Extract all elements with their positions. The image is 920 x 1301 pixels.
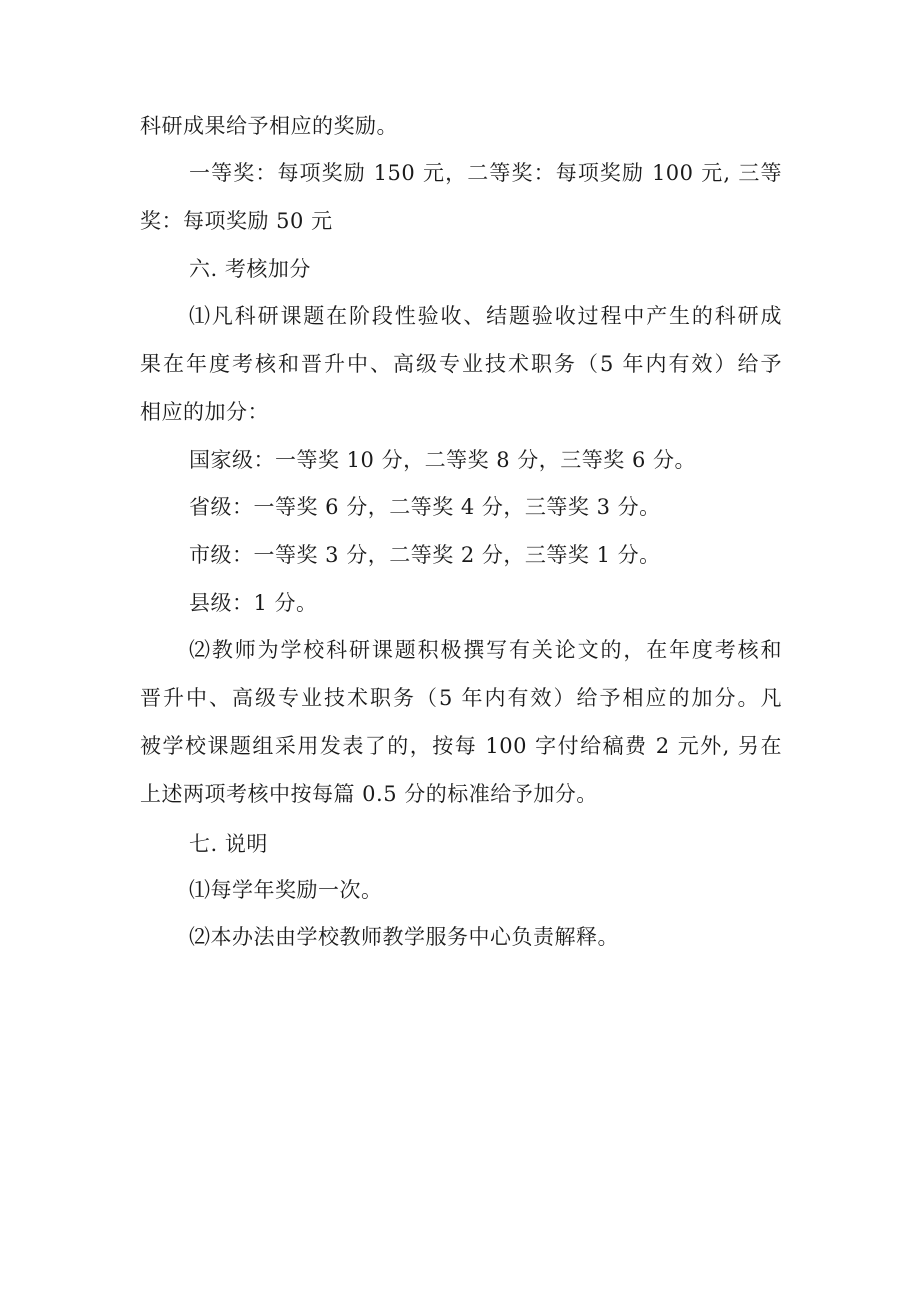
paragraph-line: 晋升中、高级专业技术职务（5 年内有效）给予相应的加分。凡 bbox=[140, 686, 782, 710]
paragraph-line: 果在年度考核和晋升中、高级专业技术职务（5 年内有效）给予 bbox=[140, 352, 782, 376]
list-item: 市级：一等奖 3 分，二等奖 2 分，三等奖 1 分。 bbox=[189, 543, 661, 567]
list-item: 国家级：一等奖 10 分，二等奖 8 分，三等奖 6 分。 bbox=[189, 448, 696, 472]
list-item: ⑵本办法由学校教师教学服务中心负责解释。 bbox=[189, 925, 619, 949]
paragraph-line: 科研成果给予相应的奖励。 bbox=[140, 114, 398, 138]
paragraph-line: ⑴凡科研课题在阶段性验收、结题验收过程中产生的科研成 bbox=[189, 304, 782, 328]
list-item: ⑴每学年奖励一次。 bbox=[189, 878, 383, 902]
paragraph-line: 一等奖：每项奖励 150 元，二等奖：每项奖励 100 元, 三等 bbox=[189, 161, 782, 185]
paragraph-line: 奖：每项奖励 50 元 bbox=[140, 209, 333, 233]
paragraph-line: 相应的加分： bbox=[140, 400, 269, 424]
section-heading: 六. 考核加分 bbox=[189, 257, 311, 281]
paragraph-line: 被学校课题组采用发表了的，按每 100 字付给稿费 2 元外, 另在 bbox=[140, 734, 782, 758]
paragraph-line: 上述两项考核中按每篇 0.5 分的标准给予加分。 bbox=[140, 782, 598, 806]
paragraph-line: ⑵教师为学校科研课题积极撰写有关论文的，在年度考核和 bbox=[189, 638, 782, 662]
list-item: 县级：1 分。 bbox=[189, 591, 318, 615]
list-item: 省级：一等奖 6 分，二等奖 4 分，三等奖 3 分。 bbox=[189, 495, 661, 519]
section-heading: 七. 说明 bbox=[189, 832, 268, 856]
